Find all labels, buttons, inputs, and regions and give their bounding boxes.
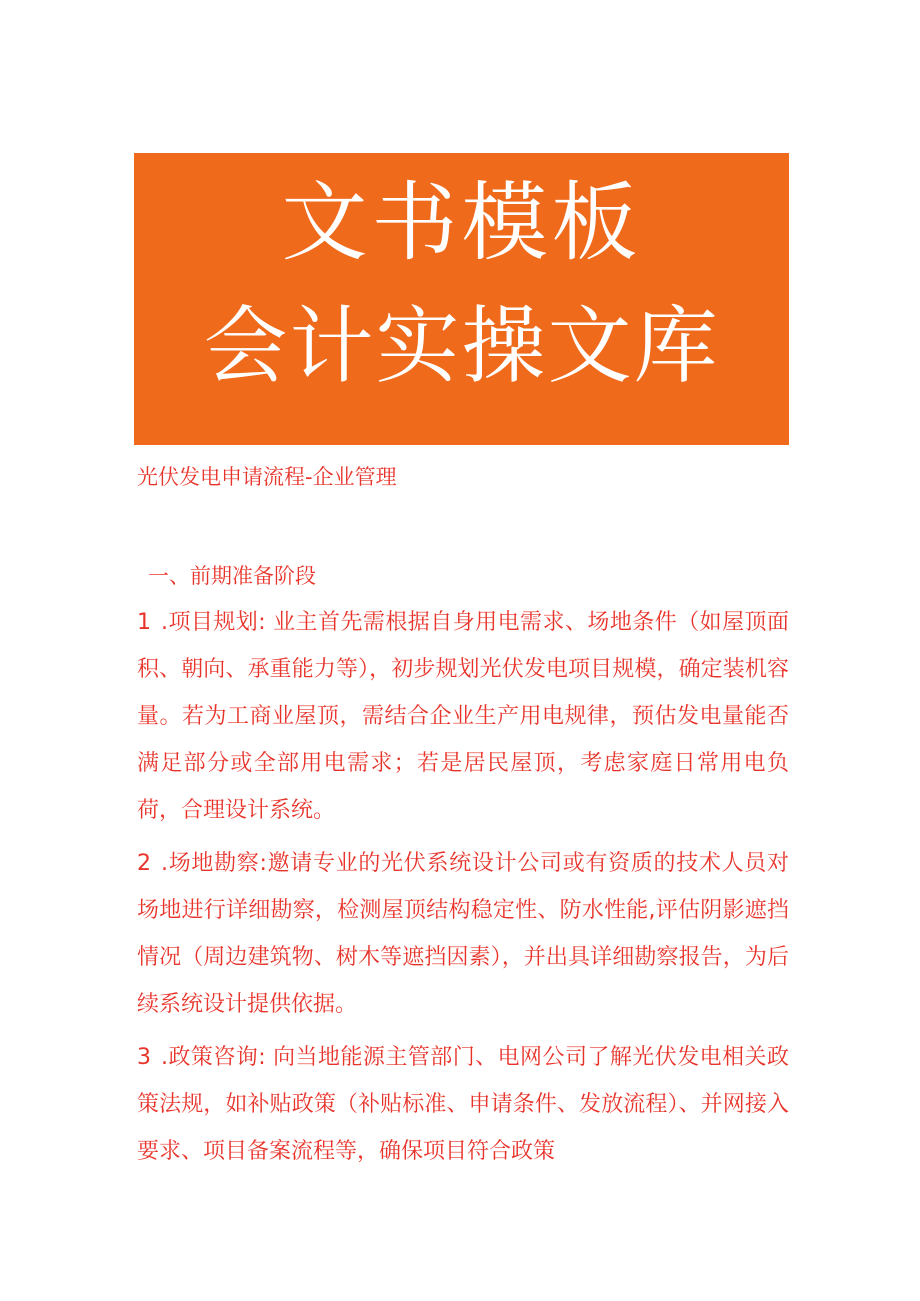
paragraph-number: 1 [137, 610, 151, 635]
paragraph-3 [137, 1034, 789, 1175]
paragraph-text: .场地勘察:邀请专业的光伏系统设计公司或有资质的技术人员对场地进行详细勘察，检测屋顶结构稳定性、防水性能,评估阴影遮挡情况（周边建筑物、树木等遮挡因素），并出具详细勘察报告，为后续系统设计提供依据。 [137, 851, 789, 1017]
paragraph-1 [137, 599, 789, 834]
paragraph-text: .政策咨询: 向当地能源主管部门、电网公司了解光伏发电相关政策法规，如补贴政策（补贴标准、申请条件、发放流程）、并网接入要求、项目备案流程等，确保项目符合政策 [137, 1045, 789, 1164]
banner-title: 文书模板 [281, 173, 642, 273]
paragraph-text: .项目规划: 业主首先需根据自身用电需求、场地条件（如屋顶面积、朝向、承重能力等），初步规划光伏发电项目规模，确定装机容量。若为工商业屋顶，需结合企业生产用电规律，预估发电量能否满足部分或全部用电需求；若是居民屋顶，考虑家庭日常用电负荷，合理设计系统。 [137, 610, 789, 823]
header-banner [134, 153, 789, 445]
paragraph-number: 2 [137, 851, 151, 876]
section-heading: 一、前期准备阶段 [148, 564, 316, 588]
banner-subtitle: 会计实操文库 [203, 297, 720, 395]
document-title: 光伏发电申请流程-企业管理 [137, 465, 397, 489]
paragraph-2 [137, 840, 789, 1028]
paragraph-number: 3 [137, 1045, 151, 1070]
